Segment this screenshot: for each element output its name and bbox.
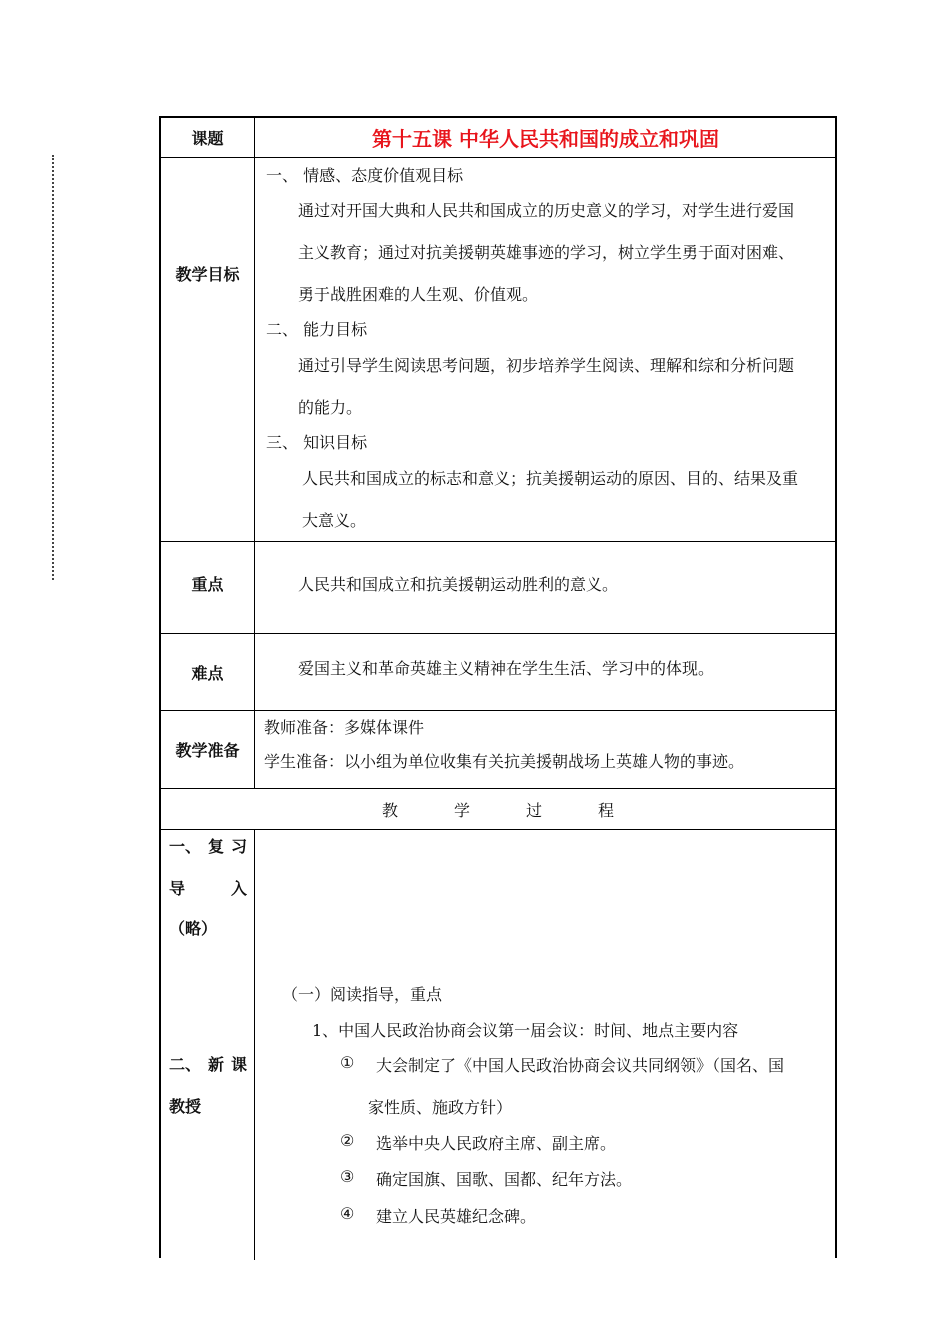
process-char: 学 <box>453 800 470 820</box>
title-row <box>161 118 835 158</box>
teacher-preparation: 教师准备：多媒体课件 <box>264 718 425 737</box>
objectives-label: 教学目标 <box>161 158 255 541</box>
steps-column <box>161 830 255 1260</box>
list-marker: ① <box>340 1053 355 1072</box>
process-header-row <box>161 789 835 830</box>
objective-text-line: 通过引导学生阅读思考问题，初步培养学生阅读、理解和综和分析问题 <box>298 356 795 375</box>
key-points-label: 重点 <box>161 542 255 633</box>
objective-text-line: 大意义。 <box>302 511 367 530</box>
title-label: 课题 <box>161 118 255 157</box>
process-heading <box>161 789 835 829</box>
lesson-title: 第十五课 中华人民共和国的成立和巩固 <box>372 127 719 151</box>
objective-text-line: 通过对开国大典和人民共和国成立的历史意义的学习，对学生进行爱国 <box>298 201 795 220</box>
objective-heading-3: 三、 知识目标 <box>266 433 368 452</box>
new-lesson-step-line1: 二、 新 课 <box>169 1055 247 1074</box>
reading-guide-heading: （一）阅读指导，重点 <box>282 985 443 1004</box>
list-item-text: 建立人民英雄纪念碑。 <box>376 1207 537 1226</box>
process-char: 过 <box>526 800 543 820</box>
difficulties-row <box>161 634 835 711</box>
process-char: 教 <box>381 800 398 820</box>
content-item-1: 1、中国人民政治协商会议第一届会议：时间、地点主要内容 <box>312 1021 739 1040</box>
process-char: 程 <box>598 800 615 820</box>
objective-heading-1: 一、 情感、态度价值观目标 <box>266 166 464 185</box>
student-preparation: 学生准备：以小组为单位收集有关抗美援朝战场上英雄人物的事迹。 <box>264 752 745 771</box>
list-item-text: 大会制定了《中国人民政治协商会议共同纲领》（国名、国 <box>376 1056 785 1075</box>
list-item-text: 家性质、施政方针） <box>368 1098 513 1117</box>
key-points-text: 人民共和国成立和抗美援朝运动胜利的意义。 <box>298 575 619 594</box>
objective-text-line: 勇于战胜困难的人生观、价值观。 <box>298 285 539 304</box>
margin-binding-line <box>52 155 54 580</box>
review-step-line1: 一、 复 习 <box>169 837 247 856</box>
list-marker: ④ <box>340 1204 355 1223</box>
review-step-line2: 导 入 <box>169 879 247 898</box>
objectives-row <box>161 158 835 542</box>
list-item-text: 选举中央人民政府主席、副主席。 <box>376 1134 617 1153</box>
process-body-row <box>161 830 835 1260</box>
difficulties-text: 爱国主义和革命英雄主义精神在学生生活、学习中的体现。 <box>298 659 715 678</box>
list-marker: ③ <box>340 1167 355 1186</box>
objective-text-line: 的能力。 <box>298 398 363 417</box>
preparation-label: 教学准备 <box>161 711 255 788</box>
objective-text-line: 人民共和国成立的标志和意义；抗美援朝运动的原因、目的、结果及重 <box>302 469 799 488</box>
objective-heading-2: 二、 能力目标 <box>266 320 368 339</box>
review-step-line3: （略） <box>169 919 218 938</box>
list-marker: ② <box>340 1131 355 1150</box>
list-item-text: 确定国旗、国歌、国都、纪年方法。 <box>376 1170 633 1189</box>
objective-text-line: 主义教育；通过对抗美援朝英雄事迹的学习，树立学生勇于面对困难、 <box>298 243 795 262</box>
preparation-row <box>161 711 835 789</box>
lesson-plan-table <box>159 116 837 1258</box>
difficulties-label: 难点 <box>161 634 255 710</box>
new-lesson-step-line2: 教授 <box>169 1097 202 1116</box>
key-points-row <box>161 542 835 634</box>
